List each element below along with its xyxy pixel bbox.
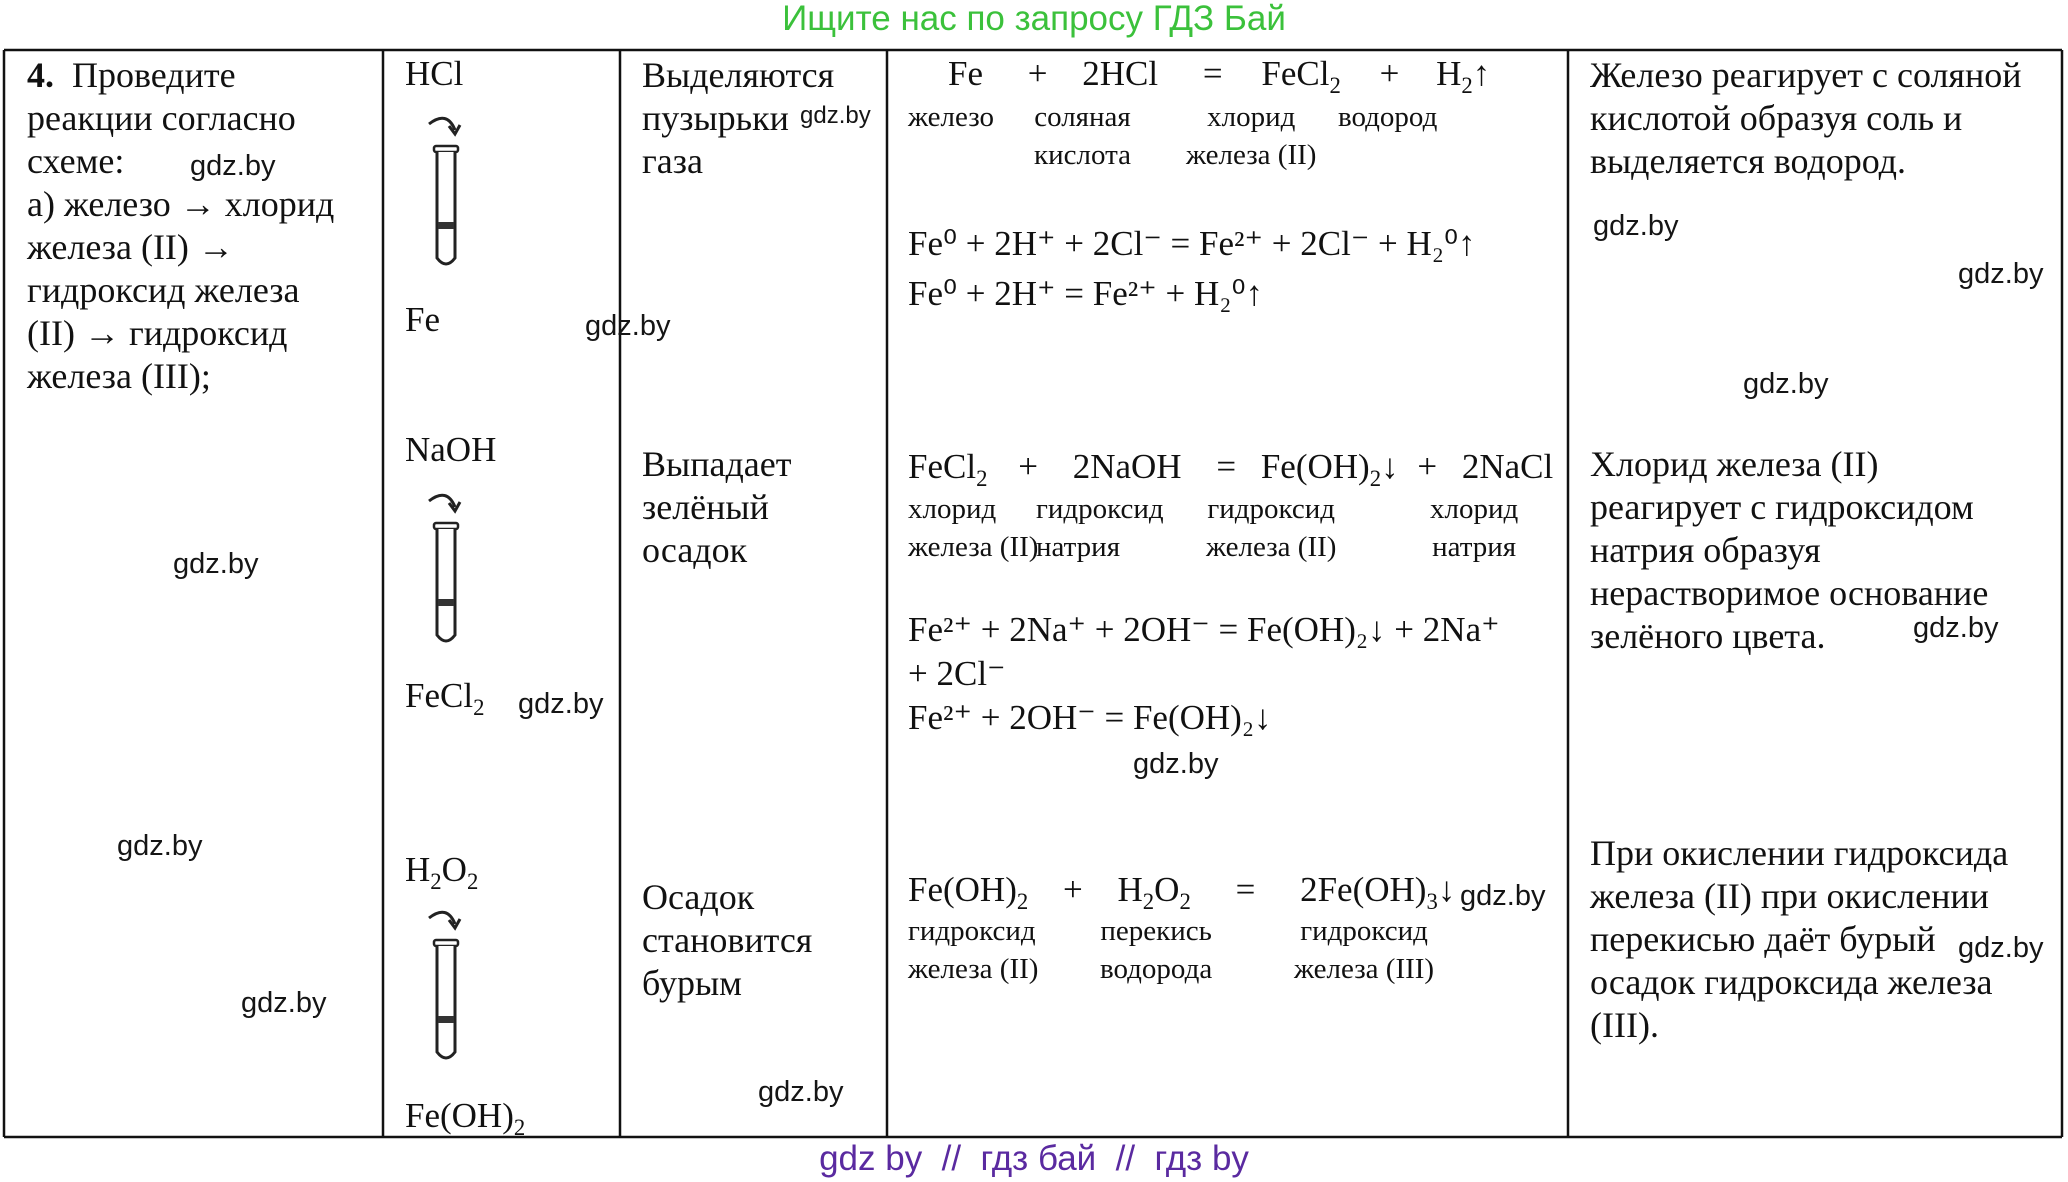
ionic-equation-full-2: Fe²⁺ + 2Na⁺ + 2OH⁻ = Fe(OH)₂↓ + 2Na⁺ [908,610,1500,649]
label-sodium-hydroxide: гидроксид натрия [1036,493,1164,563]
watermark: gdz.by [190,150,276,182]
label-iron-ii-chloride: хлорид железа (II) [1186,101,1317,171]
reagent-h2o2: $H_2O_2$ [405,850,479,894]
label-iron-ii-hydroxide: гидроксид железа (II) [908,915,1039,985]
task-line-8: железа (III); [27,356,211,396]
label-iron: железо [908,101,995,133]
equation-2: FeCl$_2$ + 2NaOH = $Fe(OH)_2↓$ + 2NaCl [908,447,1554,491]
reagent-naoh: NaOH [405,430,497,469]
watermark: gdz.by [1743,368,1829,400]
task-cell [27,54,377,398]
watermark: gdz.by [241,987,327,1019]
footer-links[interactable]: gdz by // гдз бай // гдз by [819,1139,1249,1178]
ionic-equation-short-1: Fe⁰ + 2H⁺ = Fe²⁺ + H₂⁰↑ [908,274,1263,313]
task-number: 4. [27,55,54,95]
label-iron-iii-hydroxide: гидроксид железа (III) [1294,915,1435,985]
watermark: gdz.by [1133,748,1219,780]
reagent-feoh2: $Fe(OH)_2$ [405,1096,526,1140]
ionic-equation-full-1: Fe⁰ + 2H⁺ + 2Cl⁻ = Fe²⁺ + 2Cl⁻ + H₂⁰↑ [908,224,1476,263]
reagent-fecl2: FeCl$_2$ [405,676,485,720]
label-iron-ii-hydroxide: гидроксид железа (II) [1206,493,1337,563]
watermark: gdz.by [1460,880,1546,912]
task-line-4: а) железо → хлорид [27,184,335,224]
top-banner[interactable]: Ищите нас по запросу ГДЗ Бай [782,0,1286,38]
conclusion-1: Железо реагирует с соляной кислотой образуя соль и выделяется водород. [1590,55,2022,181]
conclusion-3: При окислении гидроксида железа (II) при окислении перекисью даёт бурый осадок гидроксида железа (III). [1590,833,2009,1045]
task-line-1: 4. Проведите [27,55,236,95]
ionic-equation-short-2: Fe²⁺ + 2OH⁻ = Fe(OH)₂↓ [908,698,1272,737]
label-sodium-chloride: хлорид натрия [1430,493,1519,563]
watermark: gdz.by [800,102,871,129]
equation-1: Fe + 2HCl = FeCl$_2$ + $H_2↑$ [948,54,1491,98]
label-hydrogen: водород [1338,101,1438,133]
reagent-hcl: HCl [405,54,464,93]
test-tube-icon [415,485,475,655]
watermark: gdz.by [117,830,203,862]
reagent-fe: Fe [405,300,440,339]
task-line-6: гидроксид железа [27,270,300,310]
observation-3: Осадок становится бурым [642,877,813,1003]
ionic-equation-full-2-cont: + 2Cl⁻ [908,654,1006,693]
watermark: gdz.by [1958,258,2044,290]
test-tube-icon [415,902,475,1072]
watermark: gdz.by [1593,210,1679,242]
watermark: gdz.by [1958,932,2044,964]
watermark: gdz.by [585,310,671,342]
task-line-3: схеме: [27,141,125,181]
watermark: gdz.by [173,548,259,580]
watermark: gdz.by [758,1076,844,1108]
observation-1: Выделяются пузырьки газа [642,55,835,181]
label-hydrochloric-acid: соляная кислота [1034,101,1131,171]
watermark: gdz.by [518,688,604,720]
label-iron-ii-chloride: хлорид железа (II) [908,493,1039,563]
label-hydrogen-peroxide: перекись водорода [1100,915,1213,985]
test-tube-icon [415,108,475,278]
watermark: gdz.by [1913,612,1999,644]
conclusion-2: Хлорид железа (II) реагирует с гидроксидом натрия образуя нерастворимое основание зелёного цвета. [1590,444,1989,656]
task-line-7: (II) → гидроксид [27,313,288,353]
equation-3: $Fe(OH)_2 + H_2O_2$ = $2Fe(OH)_3↓$ [908,870,1456,914]
task-line-5: железа (II) → [27,227,234,267]
observation-2: Выпадает зелёный осадок [642,444,792,570]
task-line-2: реакции согласно [27,98,296,138]
